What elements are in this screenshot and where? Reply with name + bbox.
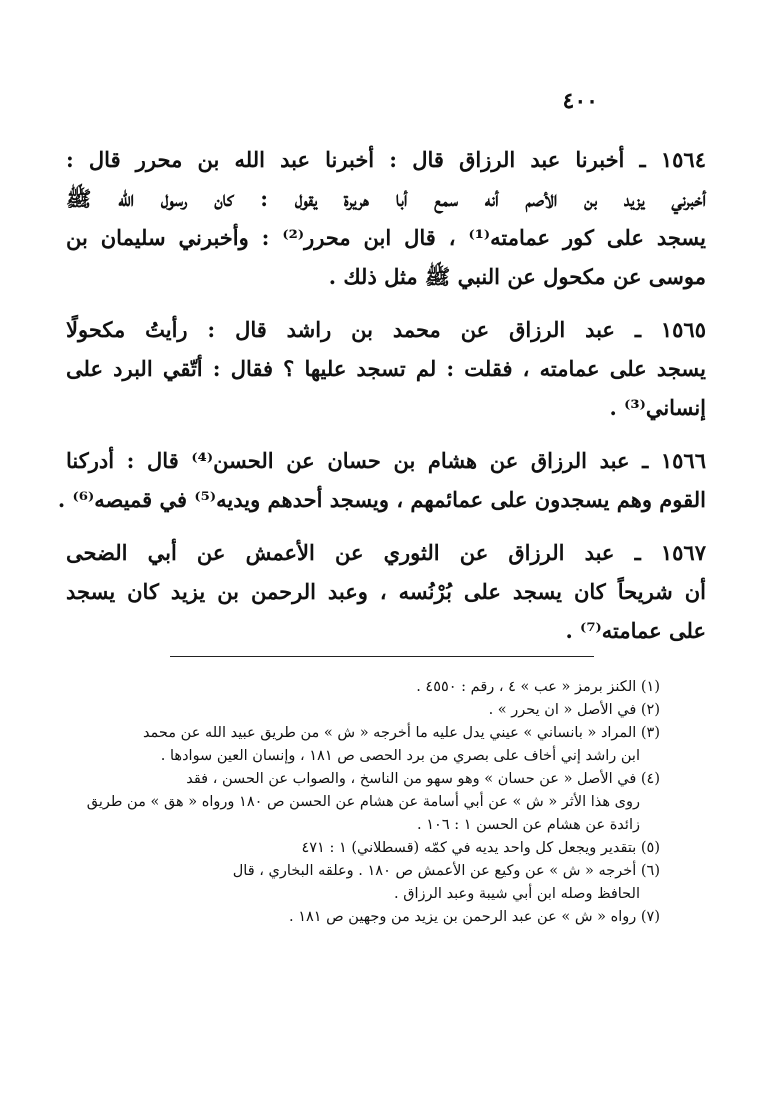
footnote-line: (٢) في الأصل « ان يحرر » . [488,702,660,718]
footnote-divider [170,656,594,657]
footnote-line: زائدة عن هشام عن الحسن ١ : ١٠٦ . [417,817,640,833]
hadith-entry-1565 [66,310,706,427]
footnote-line: روى هذا الأثر « ش » عن أبي أسامة عن هشام عن الحسن ص ١٨٠ ورواه « هق » من طريق [86,794,640,810]
text-line: أن شريحاً كان يسجد على بُرْنُسه ، وعبد الرحمن بن يزيد كان يسجد [66,579,706,604]
text-line: القوم وهم يسجدون على عمائمهم ، ويسجد أحدهم ويديه⁽⁵⁾ في قميصه⁽⁶⁾ . [57,487,706,512]
hadith-entry-1566 [57,441,706,519]
hadith-body [57,140,706,664]
page-number: ٤٠٠ [562,88,598,114]
text-line: ١٥٦٦ ـ عبد الرزاق عن هشام بن حسان عن الحسن⁽⁴⁾ قال : أدركنا [66,448,706,473]
text-line: أخبرني يزيد بن الأصم أنه سمع أبا هريرة يقول : كان رسول الله ﷺ [66,186,706,211]
text-line: ١٥٦٧ ـ عبد الرزاق عن الثوري عن الأعمش عن أبي الضحى [66,540,706,565]
text-line: يسجد على عمامته ، فقلت : لم تسجد عليها ؟ فقال : أتّقي البرد على [66,356,706,381]
text-line: ١٥٦٥ ـ عبد الرزاق عن محمد بن راشد قال : رأيتُ مكحولًا [66,317,706,342]
text-line: على عمامته⁽⁷⁾ . [565,618,706,643]
footnote-line: (٣) المراد « بانساني » عيني يدل عليه ما أخرجه « ش » من طريق عبيد الله عن محمد [142,725,660,741]
text-line: موسى عن مكحول عن النبي ﷺ مثل ذلك . [328,264,706,289]
footnote-line: (٦) أخرجه « ش » عن وكيع عن الأعمش ص ١٨٠ . وعلقه البخاري ، قال [232,863,660,879]
hadith-entry-1567 [66,533,706,650]
hadith-entry-1564 [66,140,706,296]
footnote-line: (٧) رواه « ش » عن عبد الرحمن بن يزيد من وجهين ص ١٨١ . [288,909,660,925]
text-line: إنساني⁽³⁾ . [609,395,706,420]
text-line: يسجد على كور عمامته⁽¹⁾ ، قال ابن محرر⁽²⁾ : وأخبرني سليمان بن [66,225,706,250]
footnote-line: (٥) بتقدير ويجعل كل واحد يديه في كمّه (قسطلاني) ١ : ٤٧١ [301,840,660,856]
footnote-line: (١) الكنز برمز « عب » ٤ ، رقم : ٤٥٥٠ . [416,679,660,695]
footnotes [64,676,660,929]
text-line: ١٥٦٤ ـ أخبرنا عبد الرزاق قال : أخبرنا عبد الله بن محرر قال : [66,147,706,172]
footnote-line: (٤) في الأصل « عن حسان » وهو سهو من الناسخ ، والصواب عن الحسن ، فقد [186,771,660,787]
footnote-line: الحافظ وصله ابن أبي شيبة وعبد الرزاق . [394,886,640,902]
footnote-line: ابن راشد إني أخاف على بصري من برد الحصى ص ١٨١ ، وإنسان العين سوادها . [160,748,640,764]
